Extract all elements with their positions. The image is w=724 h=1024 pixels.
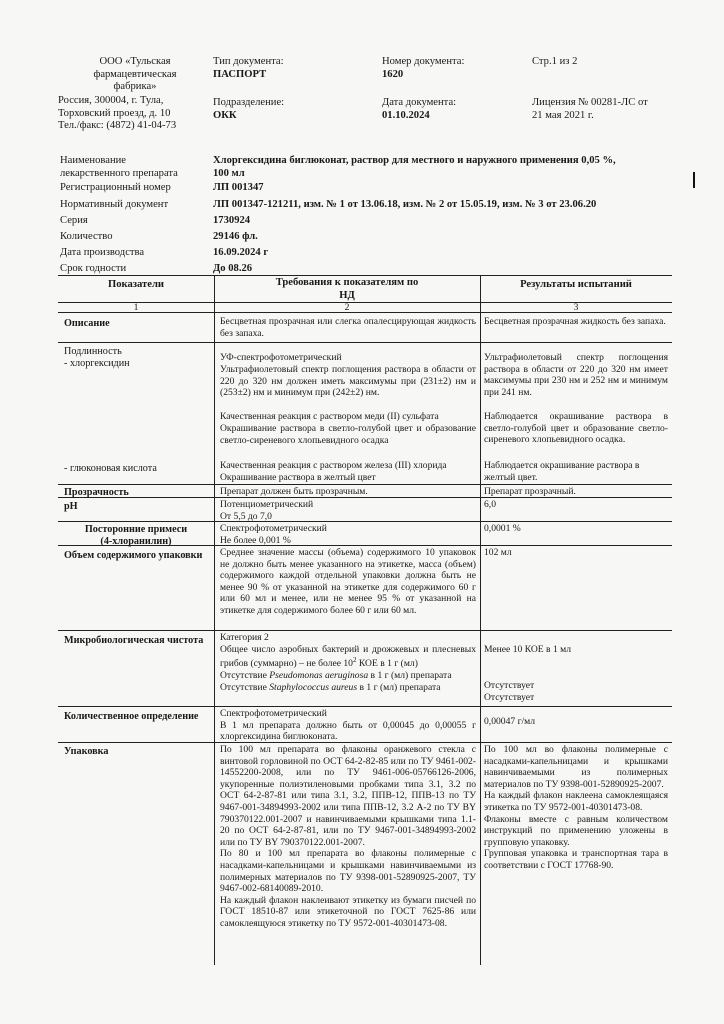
- row-res-identity-cu: Наблюдается окрашивание раствора в светло-голубой цвет и образование светло-сиреневого хлопьевидного осадка.: [484, 411, 668, 446]
- col-number-3: 3: [573, 302, 579, 313]
- row-divider: [58, 342, 672, 343]
- row-divider: [58, 484, 672, 485]
- col-header-requirements: Требования к показателям по НД: [275, 277, 419, 301]
- row-req-identity-fe: Окрашивание раствора в желтый цвет: [220, 472, 376, 483]
- col-header-indicators: Показатели: [107, 279, 164, 290]
- table-col-divider-2: [480, 275, 481, 965]
- row-name-packaging: Упаковка: [64, 746, 109, 757]
- page-number: Стр.1 из 2: [532, 56, 578, 67]
- license: Лицензия № 00281-ЛС от 21 мая 2021 г.: [532, 97, 648, 121]
- row-req-identity-uv-title: УФ-спектрофотометрический: [220, 352, 342, 363]
- info-value-date: 16.09.2024 г: [213, 247, 269, 258]
- info-value-qty: 29146 фл.: [213, 231, 258, 242]
- info-label-series: Серия: [60, 215, 88, 226]
- table-border-top: [58, 275, 672, 276]
- col-number-2: 2: [344, 302, 350, 313]
- table-col-divider-1: [214, 275, 215, 965]
- row-sub-chlorhexidine: - хлоргексидин: [64, 358, 130, 369]
- row-req-assay: Спектрофотометрический В 1 мл препарата должно быть от 0,00045 до 0,00055 г хлоргексидина биглюконата.: [220, 708, 476, 743]
- row-name-assay: Количественное определение: [64, 711, 199, 722]
- row-divider: [58, 630, 672, 631]
- row-req-ph: Потенциометрический От 5,5 до 7,0: [220, 499, 314, 522]
- col-number-1: 1: [133, 302, 139, 313]
- row-res-transparency: Препарат прозрачный.: [484, 486, 576, 497]
- row-res-volume: 102 мл: [484, 547, 512, 558]
- row-name-volume: Объем содержимого упаковки: [64, 550, 203, 561]
- row-req-packaging: По 100 мл препарата во флаконы оранжевого стекла с винтовой горловиной по ОСТ 64-2-82-85 или по ТУ 9461-002-14552200-2008, или по ТУ 9461-006-05766126-2006, укупоренные полиэтиленовыми пробками типа 3.1, 3.2 по ОСТ 64-2-87-81 или типа 3.1, 3.2, ППВ-12, ППВ-13 по ТУ 9467-001-34894993-2002 или типа ППВ-12, 3.2 А-2 по ТУ BY 790370122.001-2007 и навинчиваемыми крышками типа 1.1-20 по ОСТ 64-2-87-81, или по ТУ 9467-001-34894993-2002 или по ТУ BY 790370122.001-2007. По 80 и 100 мл препарата во флаконы полимерные с насадками-капельницами и крышками навинчиваемыми из полимерных материалов по ТУ 9398-001-52890925-2007, ТУ 9467-002-68140089-2010. На каждый флакон наклеивают этикетку из бумаги писчей по ГОСТ 18510-87 или этикеточной по ГОСТ 7625-86 или самоклеящуюся этикетку по ТУ 9572-001-40301473-08.: [220, 744, 476, 929]
- row-req-identity-cu-title: Качественная реакция с раствором меди (II) сульфата: [220, 411, 439, 422]
- row-res-assay: 0,00047 г/мл: [484, 716, 536, 727]
- info-value-nd: ЛП 001347-121211, изм. № 1 от 13.06.18, изм. № 2 от 15.05.19, изм. № 3 от 23.06.20: [213, 199, 597, 210]
- row-res-microbiology-total: Менее 10 КОЕ в 1 мл: [484, 644, 572, 655]
- info-value-expiry: До 08.26: [213, 263, 253, 274]
- row-divider: [58, 706, 672, 707]
- company-name: ООО «Тульская фармацевтическая фабрика»: [93, 56, 177, 93]
- row-res-microbiology-staph: Отсутствует: [484, 692, 535, 703]
- info-label-nd: Нормативный документ: [60, 199, 169, 210]
- row-res-packaging: По 100 мл во флаконы полимерные с насадками-капельницами и крышками навинчиваемыми из полимерных материалов по ТУ 9398-001-52890925-2007. На каждый флакон наклеена самоклеящаяся этикетка по ТУ 9572-001-40301473-08. Флаконы вместе с равным количеством инструкций по применению уложены в групповую упаковку. Групповая упаковка и транспортная тара в соответствии с ГОСТ 17768-90.: [484, 744, 668, 871]
- info-label-reg: Регистрационный номер: [60, 182, 171, 193]
- info-label-expiry: Срок годности: [60, 263, 127, 274]
- col-header-results: Результаты испытаний: [520, 279, 632, 290]
- row-req-transparency: Препарат должен быть прозрачным.: [220, 486, 368, 497]
- row-req-volume: Среднее значение массы (объема) содержимого 10 упаковок не должно быть менее указанного на этикетке, масса (объем) содержимого каждой отдельной упаковки должна быть не менее 90 % от указанной на этикетке для содержимого 60 г или 60 мл и менее, или не менее 95 % от указанной на этикетке для содержимого более 60 г или 60 мл.: [220, 547, 476, 616]
- row-name-ph: pH: [64, 501, 78, 512]
- row-req-description: Бесцветная прозрачная или слегка опалесцирующая жидкость без запаха.: [220, 316, 476, 339]
- row-name-description: Описание: [64, 318, 110, 329]
- row-req-identity-cu: Окрашивание раствора в светло-голубой цвет и образование светло-сиреневого хлопьевидного осадка: [220, 423, 476, 446]
- doc-date: Дата документа: 01.10.2024: [382, 97, 457, 121]
- row-name-impurities: Посторонние примеси (4-хлоранилин): [84, 524, 188, 548]
- info-value-series: 1730924: [213, 215, 251, 226]
- info-value-reg: ЛП 001347: [213, 182, 264, 193]
- row-req-identity-fe-title: Качественная реакция с раствором железа (III) хлорида: [220, 460, 447, 471]
- row-req-identity-uv: Ультрафиолетовый спектр поглощения раствора в области от 220 до 320 нм должен иметь максимумы при (231±2) нм и (253±2) нм и минимум при (242±2) нм.: [220, 364, 476, 399]
- info-label-date: Дата производства: [60, 247, 145, 258]
- info-label-name: Наименование лекарственного препарата: [60, 155, 178, 179]
- row-res-impurities: 0,0001 %: [484, 523, 521, 534]
- row-name-identity: Подлинность: [64, 346, 122, 357]
- scan-mark: [693, 172, 695, 188]
- row-res-ph: 6,0: [484, 499, 496, 510]
- row-name-transparency: Прозрачность: [64, 487, 129, 498]
- department: Подразделение: ОКК: [213, 97, 285, 121]
- row-sub-gluconic-acid: - глюконовая кислота: [64, 463, 157, 474]
- row-req-microbiology: Категория 2 Общее число аэробных бактерий и дрожжевых и плесневых грибов (суммарно) – не более $10^2$ КОЕ в 1 г (мл) Отсутствие Pseudomonas aeruginosa в 1 г (мл) препарата Отсутствие Staphylococcus aureus в 1 г (мл) препарата: [220, 632, 476, 693]
- row-name-microbiology: Микробиологическая чистота: [64, 635, 204, 646]
- row-res-identity-fe: Наблюдается окрашивание раствора в желтый цвет.: [484, 460, 640, 483]
- doc-type: Тип документа: ПАСПОРТ: [213, 56, 284, 80]
- info-label-qty: Количество: [60, 231, 113, 242]
- row-res-identity-uv: Ультрафиолетовый спектр поглощения раствора в области от 220 до 320 нм имеет максимумы при 230 нм и 252 нм и минимум при 241 нм.: [484, 352, 668, 398]
- info-value-name: Хлоргексидина биглюконат, раствор для местного и наружного применения 0,05 %, 100 мл: [213, 155, 616, 179]
- row-res-description: Бесцветная прозрачная жидкость без запаха.: [484, 316, 666, 327]
- doc-number: Номер документа: 1620: [382, 56, 465, 80]
- row-req-impurities: Спектрофотометрический Не более 0,001 %: [220, 523, 327, 546]
- row-res-microbiology-pseudomonas: Отсутствует: [484, 680, 535, 691]
- company-address: Россия, 300004, г. Тула, Торховский проезд, д. 10 Тел./факс: (4872) 41-04-73: [58, 95, 177, 132]
